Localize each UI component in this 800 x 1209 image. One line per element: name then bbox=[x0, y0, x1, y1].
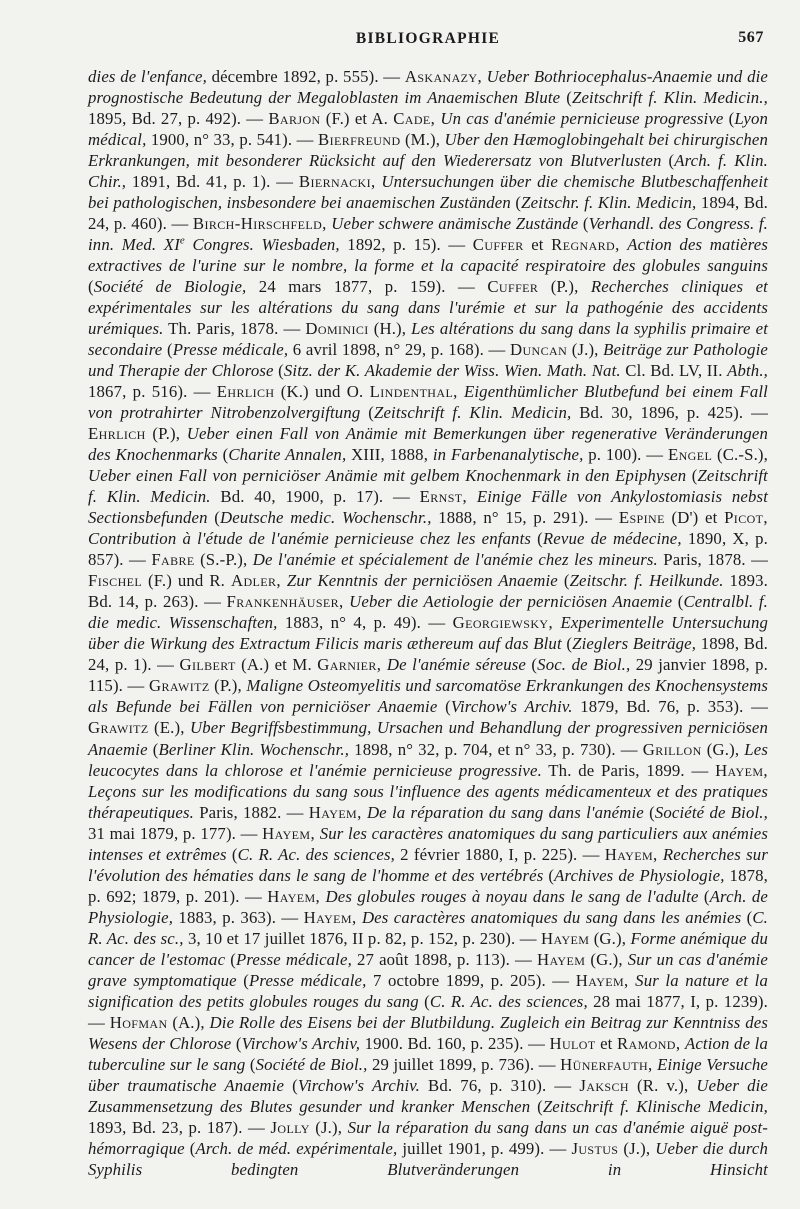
citation-text: ( bbox=[88, 277, 94, 297]
citation-text: ( bbox=[147, 739, 159, 759]
author-name: Ernst, bbox=[419, 487, 468, 507]
running-header-title: BIBLIOGRAPHIE bbox=[355, 30, 501, 47]
citation-text: (J.), bbox=[309, 1117, 348, 1137]
italic-title: Deutsche medic. Wochenschr., bbox=[220, 508, 432, 528]
italic-title: dies de l'enfance, bbox=[88, 67, 207, 86]
author-name: Ehrlich bbox=[88, 424, 146, 444]
citation-text: ( bbox=[672, 592, 684, 612]
italic-title: Lyon médical, bbox=[88, 109, 768, 150]
citation-text: ( bbox=[162, 340, 173, 360]
author-name: Engel bbox=[667, 445, 713, 465]
author-name: Justus bbox=[571, 1138, 619, 1158]
citation-text: et bbox=[595, 1033, 617, 1053]
italic-title: Les leucocytes dans la chlorose et l'anémie pernicieuse progressive. bbox=[88, 739, 768, 780]
italic-title: Soc. de Biol., bbox=[537, 655, 631, 675]
italic-title: Verhandl. des Congress. f. inn. Med. XI bbox=[88, 214, 769, 255]
citation-text: (E.), bbox=[148, 718, 190, 738]
citation-text: ( bbox=[643, 802, 655, 822]
italic-title: Action des matières extractives de l'urine sur le nombre, la forme et la capacité respiratoire des globules sanguins bbox=[88, 235, 768, 276]
citation-text: 1867, p. 516). — bbox=[88, 382, 217, 402]
citation-text: 27 août 1898, p. 113). — bbox=[351, 949, 537, 969]
author-name: Jaksch bbox=[579, 1075, 629, 1095]
author-name: Askanazy, bbox=[404, 67, 483, 86]
citation-text: p. 100). — bbox=[583, 445, 668, 465]
author-name: Grawitz bbox=[88, 718, 149, 738]
author-name: Georgiewsky, bbox=[452, 613, 554, 633]
citation-text: ( bbox=[217, 445, 229, 465]
author-name: Frankenhäuser, bbox=[226, 592, 344, 612]
italic-title: Action de la tuberculine sur le sang bbox=[88, 1033, 768, 1074]
citation-text: 24 mars 1877, p. 159). — bbox=[246, 277, 488, 297]
italic-title: Presse médicale, bbox=[235, 949, 352, 969]
citation-text: ( bbox=[723, 109, 735, 129]
citation-text: ( bbox=[526, 655, 538, 675]
author-name: Hayem bbox=[536, 949, 586, 969]
citation-text: (J.), bbox=[618, 1138, 656, 1158]
running-header bbox=[88, 27, 768, 53]
author-name: Hayem, bbox=[267, 886, 321, 906]
citation-text: Paris, 1882. — bbox=[194, 802, 309, 822]
author-name: Cade, bbox=[393, 109, 436, 129]
author-name: Hayem bbox=[541, 928, 590, 948]
citation-text: (D') et bbox=[664, 508, 725, 528]
citation-text: ( bbox=[741, 907, 753, 927]
italic-title: Presse médicale, bbox=[249, 970, 367, 990]
italic-title: Ueber die durch Syphilis bedingten Blutveränderungen in Hinsicht bbox=[88, 1138, 768, 1179]
italic-title: Ueber die Zusammensetzung des Blutes gesunder und kranker Menschen bbox=[88, 1075, 768, 1116]
italic-title: Zeitschrift f. Klin. Medicin., bbox=[571, 88, 768, 108]
citation-text: 7 octobre 1899, p. 205). — bbox=[366, 970, 576, 990]
citation-text: (J.), bbox=[567, 340, 604, 360]
citation-text: (P.), bbox=[145, 424, 187, 444]
author-name: Biernacki, bbox=[298, 172, 376, 192]
author-name: Hayem, bbox=[262, 823, 316, 843]
italic-title: De l'anémie séreuse bbox=[386, 655, 526, 675]
italic-title: Presse médicale, bbox=[172, 340, 289, 360]
italic-title: Zeitschrift f. Klin. Medicin. bbox=[88, 466, 768, 507]
author-name: Grillon bbox=[642, 739, 702, 759]
author-name: Hayem, bbox=[715, 760, 768, 780]
author-name: Adler, bbox=[230, 571, 281, 591]
italic-title: Recherches cliniques et expérimentales sur les altérations du sang dans l'urémie et sur la pathogénie des accidents urémiques. bbox=[88, 277, 768, 339]
citation-text: 28 mai 1877, I, p. 1239). — bbox=[88, 991, 768, 1032]
citation-text: 29 juillet 1899, p. 736). — bbox=[367, 1054, 561, 1074]
citation-text: ( bbox=[418, 991, 430, 1011]
author-name: Jolly bbox=[270, 1117, 310, 1137]
author-name: Garnier, bbox=[317, 655, 382, 675]
italic-title: C. R. Ac. des sc., bbox=[88, 907, 768, 948]
italic-title: Virchow's Archiv, bbox=[241, 1033, 361, 1053]
italic-title: Berliner Klin. Wochenschr., bbox=[158, 739, 350, 759]
author-name: Gilbert bbox=[179, 655, 236, 675]
citation-text: Bd. 30, 1896, p. 425). — bbox=[571, 403, 768, 423]
citation-text: (C.-S.), bbox=[712, 445, 768, 465]
citation-text: ( bbox=[231, 1033, 242, 1053]
citation-text: et bbox=[523, 235, 552, 255]
citation-text: ( bbox=[560, 88, 572, 108]
italic-title: Zieglers Beiträge, bbox=[572, 634, 697, 654]
italic-title: Eigenthümlicher Blutbefund bei einem Fall von protrahirter Nitrobenzolvergiftung bbox=[88, 382, 768, 423]
citation-text: ( bbox=[437, 697, 451, 717]
italic-title: Uber Begriffsbestimmung, Ursachen und Behandlung der progressiven perniciösen Anaemie bbox=[88, 718, 769, 759]
italic-title: Abth., bbox=[727, 361, 768, 381]
citation-text: ( bbox=[530, 1096, 543, 1116]
author-name: Duncan bbox=[509, 340, 568, 360]
citation-text: ( bbox=[284, 1075, 298, 1095]
author-name: Birch-Hirschfeld, bbox=[192, 214, 327, 234]
citation-text: (G.), bbox=[589, 928, 631, 948]
citation-text: (H.), bbox=[368, 319, 412, 339]
italic-title: Sur la nature et la signification des petits globules rouges du sang bbox=[88, 970, 768, 1011]
author-name: Hayem, bbox=[604, 844, 658, 864]
citation-text: 1879, Bd. 76, p. 353). — bbox=[572, 697, 768, 717]
italic-title: Forme anémique du cancer de l'estomac bbox=[88, 928, 768, 969]
italic-title: Centralbl. f. die medic. Wissenschaften, bbox=[88, 592, 768, 633]
citation-text: 1893. Bd. 14, p. 263). — bbox=[88, 571, 768, 612]
italic-title: Charite Annalen, bbox=[228, 445, 347, 465]
italic-title: Einige Versuche über traumatische Anaemie bbox=[88, 1054, 768, 1095]
citation-text: 1892, p. 15). — bbox=[339, 235, 473, 255]
citation-text: (A.), bbox=[167, 1012, 210, 1032]
citation-text: 29 janvier 1898, p. 115). — bbox=[88, 655, 768, 696]
citation-text: (A.) et M. bbox=[235, 655, 318, 675]
italic-title: Die Rolle des Eisens bei der Blutbildung. Zugleich ein Beitrag zur Kenntniss des Wesens der Chlorose bbox=[88, 1012, 768, 1053]
italic-title: Arch. f. Klin. Chir., bbox=[88, 151, 768, 192]
italic-title: De la réparation du sang dans l'anémie bbox=[366, 802, 644, 822]
citation-text: 1888, n° 15, p. 291). — bbox=[431, 508, 619, 528]
italic-title: C. R. Ac. des sciences, bbox=[237, 844, 395, 864]
citation-text: 1890, X, p. 857). — bbox=[88, 529, 768, 570]
italic-title: Zeitschrift f. Klinische Medicin, bbox=[542, 1096, 768, 1116]
citation-text: 1900, n° 33, p. 541). — bbox=[146, 130, 318, 150]
italic-title: Sur les caractères anatomiques du sang particuliers aux anémies intenses et extrêmes bbox=[88, 823, 769, 864]
citation-text: 2 février 1880, I, p. 225). — bbox=[394, 844, 605, 864]
author-name: Bierfreund bbox=[318, 130, 401, 150]
italic-title: Virchow's Archiv. bbox=[450, 697, 573, 717]
citation-text: 31 mai 1879, p. 177). — bbox=[88, 823, 263, 843]
italic-title: Des globules rouges à noyau dans le sang de l'adulte bbox=[325, 886, 699, 906]
italic-title: Sitz. der K. Akademie der Wiss. Wien. Math. Nat. bbox=[283, 361, 621, 381]
citation-text: 1883, p. 363). — bbox=[173, 907, 304, 927]
citation-text: (P.), bbox=[209, 676, 247, 696]
citation-text: ( bbox=[510, 193, 522, 213]
italic-title: Sur la réparation du sang dans un cas d'anémie aiguë post-hémorragique bbox=[88, 1117, 768, 1158]
author-name: Fabre bbox=[151, 550, 195, 570]
citation-text: 1900. Bd. 160, p. 235). — bbox=[360, 1033, 550, 1053]
citation-text: juillet 1901, p. 499). — bbox=[397, 1138, 572, 1158]
citation-text: ( bbox=[698, 886, 710, 906]
italic-title: Recherches sur l'évolution des hématies dans le sang de l'homme et des vertébrés bbox=[88, 844, 768, 885]
author-name: Fischel bbox=[88, 571, 143, 591]
author-name: Hayem, bbox=[303, 907, 357, 927]
citation-text: ( bbox=[273, 361, 284, 381]
author-name: Lindenthal, bbox=[369, 382, 458, 402]
italic-title: Des caractères anatomiques du sang dans les anémies bbox=[361, 907, 742, 927]
citation-text: 1891, Bd. 41, p. 1). — bbox=[126, 172, 299, 192]
citation-text: Th. de Paris, 1899. — bbox=[541, 760, 716, 780]
citation-text: ( bbox=[184, 1138, 196, 1158]
italic-title: Untersuchungen über die chemische Blutbeschaffenheit bei pathologischen, insbesondere bei anaemischen Zuständen bbox=[88, 172, 768, 213]
citation-text: (P.), bbox=[538, 277, 591, 297]
citation-text: (M.), bbox=[400, 130, 445, 150]
italic-title: Ueber Bothriocephalus-Anaemie und die prognostische Bedeutung der Megaloblasten im Anaemischen Blute bbox=[88, 67, 768, 108]
italic-title: Arch. de Physiologie, bbox=[88, 886, 768, 927]
author-name: Hayem, bbox=[575, 970, 629, 990]
italic-title: Les altérations du sang dans la syphilis primaire et secondaire bbox=[88, 319, 768, 360]
italic-title: Virchow's Archiv. bbox=[297, 1075, 420, 1095]
author-name: Dominici bbox=[305, 319, 369, 339]
italic-title: Arch. de méd. expérimentale, bbox=[195, 1138, 398, 1158]
citation-text: (G.), bbox=[701, 739, 745, 759]
author-name: Picot, bbox=[724, 508, 768, 528]
italic-title: Einige Fälle von Ankylostomiasis nebst Sectionsbefunden bbox=[88, 487, 769, 528]
italic-title: Maligne Osteomyelitis und sarcomatöse Erkrankungen des Knochensystems als Befunde bei Fällen von perniciöser Anaemie bbox=[88, 676, 768, 717]
citation-text: ( bbox=[225, 949, 236, 969]
italic-title: Ueber einen Fall von perniciöser Anämie mit gelbem Knochenmark in den Epiphysen bbox=[88, 466, 687, 486]
citation-text: (K.) und O. bbox=[274, 382, 370, 402]
citation-text: 3, 10 et 17 juillet 1876, II p. 82, p. 152, p. 230). — bbox=[183, 928, 541, 948]
citation-text: ( bbox=[578, 214, 589, 234]
author-name: Barjon bbox=[268, 109, 321, 129]
italic-title: Société de Biologie, bbox=[93, 277, 247, 297]
italic-title: Experimentelle Untersuchung über die Wirkung des Extractum Filicis maris æthereum auf das Blut bbox=[88, 613, 768, 654]
citation-text: 1898, n° 32, p. 704, et n° 33, p. 730). — bbox=[349, 739, 643, 759]
citation-text: ( bbox=[236, 970, 250, 990]
italic-title: Société de Biol., bbox=[654, 802, 768, 822]
citation-text: ( bbox=[360, 403, 374, 423]
italic-title: Revue de médecine, bbox=[542, 529, 682, 549]
italic-title: Société de Biol., bbox=[255, 1054, 368, 1074]
citation-text: XIII, 1888, bbox=[346, 445, 433, 465]
citation-text: ( bbox=[543, 865, 555, 885]
citation-text: 1878, p. 692; 1879, p. 201). — bbox=[88, 865, 768, 906]
author-name: Ramond, bbox=[616, 1033, 681, 1053]
italic-title: Ueber die Aetiologie der perniciösen Anaemie bbox=[349, 592, 673, 612]
italic-title: De l'anémie et spécialement de l'anémie chez les mineurs. bbox=[252, 550, 658, 570]
author-name: Hofman bbox=[109, 1012, 168, 1032]
italic-title: Archives de Physiologie, bbox=[554, 865, 725, 885]
superscript-mark: e bbox=[179, 234, 185, 247]
citation-text: ( bbox=[207, 508, 221, 528]
italic-title: Ueber schwere anämische Zustände bbox=[331, 214, 579, 234]
citation-text: 1893, Bd. 23, p. 187). — bbox=[88, 1117, 271, 1137]
author-name: Cuffer bbox=[487, 277, 539, 297]
citation-text: Cl. Bd. LV, II. bbox=[620, 361, 728, 381]
italic-title: in Farbenanalytische, bbox=[432, 445, 584, 465]
citation-text bbox=[467, 487, 477, 506]
page-number: 567 bbox=[738, 29, 764, 46]
italic-title: Un cas d'anémie pernicieuse progressive bbox=[440, 109, 724, 129]
author-name: Espine bbox=[618, 508, 665, 528]
citation-text: (S.-P.), bbox=[194, 550, 253, 570]
citation-text: 1898, Bd. 24, p. 1). — bbox=[88, 634, 768, 675]
italic-title: Contribution à l'étude de l'anémie pernicieuse chez les enfants bbox=[88, 529, 532, 549]
italic-title: Zeitschr. f. Klin. Medicin, bbox=[521, 193, 697, 213]
italic-title: C. R. Ac. des sciences, bbox=[429, 991, 588, 1011]
author-name: Grawitz bbox=[148, 676, 210, 696]
citation-text: 1894, Bd. 24, p. 460). — bbox=[88, 193, 768, 234]
citation-text: ( bbox=[531, 529, 543, 549]
italic-title: Sur un cas d'anémie grave symptomatique bbox=[88, 949, 768, 990]
citation-text: 1883, n° 4, p. 49). — bbox=[277, 613, 453, 633]
citation-text: 6 avril 1898, n° 29, p. 168). — bbox=[288, 340, 510, 360]
author-name: Hayem, bbox=[308, 802, 362, 822]
citation-text: 1895, Bd. 27, p. 492). — bbox=[88, 109, 269, 129]
citation-text: Th. Paris, 1878. — bbox=[163, 319, 306, 339]
italic-title: Zeitschr. f. Heilkunde. bbox=[569, 571, 724, 591]
citation-text: Paris, 1878. — bbox=[657, 550, 769, 570]
citation-text: (F.) und R. bbox=[142, 571, 231, 591]
citation-text: décembre 1892, p. 555). — bbox=[206, 67, 405, 86]
italic-title: Zur Kenntnis der perniciösen Anaemie bbox=[286, 571, 558, 591]
citation-text: ( bbox=[561, 634, 573, 654]
italic-title: Ueber einen Fall von Anämie mit Bemerkungen über regenerative Veränderungen des Knochenmarks bbox=[88, 424, 768, 465]
bibliography-text bbox=[88, 66, 768, 1180]
italic-title: Leçons sur les modifications du sang sous l'influence des agents médicamenteux et des pratiques thérapeutiques. bbox=[88, 781, 768, 822]
citation-text: (R. v.), bbox=[628, 1075, 697, 1095]
citation-text: (G.), bbox=[585, 949, 628, 969]
italic-title: Congres. Wiesbaden, bbox=[184, 235, 340, 255]
italic-title: Zeitschrift f. Klin. Medicin, bbox=[374, 403, 572, 423]
citation-text: ( bbox=[245, 1054, 256, 1074]
citation-text: ( bbox=[557, 571, 570, 591]
citation-text: ( bbox=[661, 151, 675, 171]
citation-text: (F.) et A. bbox=[320, 109, 394, 129]
italic-title: Beiträge zur Pathologie und Therapie der Chlorose bbox=[88, 340, 768, 381]
author-name: Cuffer bbox=[472, 235, 524, 255]
citation-text: Bd. 40, 1900, p. 17). — bbox=[210, 487, 420, 507]
citation-text: Bd. 76, p. 310). — bbox=[419, 1075, 580, 1095]
italic-title: Uber den Hæmoglobingehalt bei chirurgischen Erkrankungen, mit besonderer Rücksicht auf den Wiederersatz von Blutverlusten bbox=[88, 130, 768, 171]
citation-text: ( bbox=[686, 466, 698, 486]
author-name: Hünerfauth, bbox=[560, 1054, 653, 1074]
author-name: Ehrlich bbox=[216, 382, 275, 402]
citation-text: ( bbox=[226, 844, 238, 864]
author-name: Regnard, bbox=[551, 235, 620, 255]
author-name: Hulot bbox=[549, 1033, 596, 1053]
